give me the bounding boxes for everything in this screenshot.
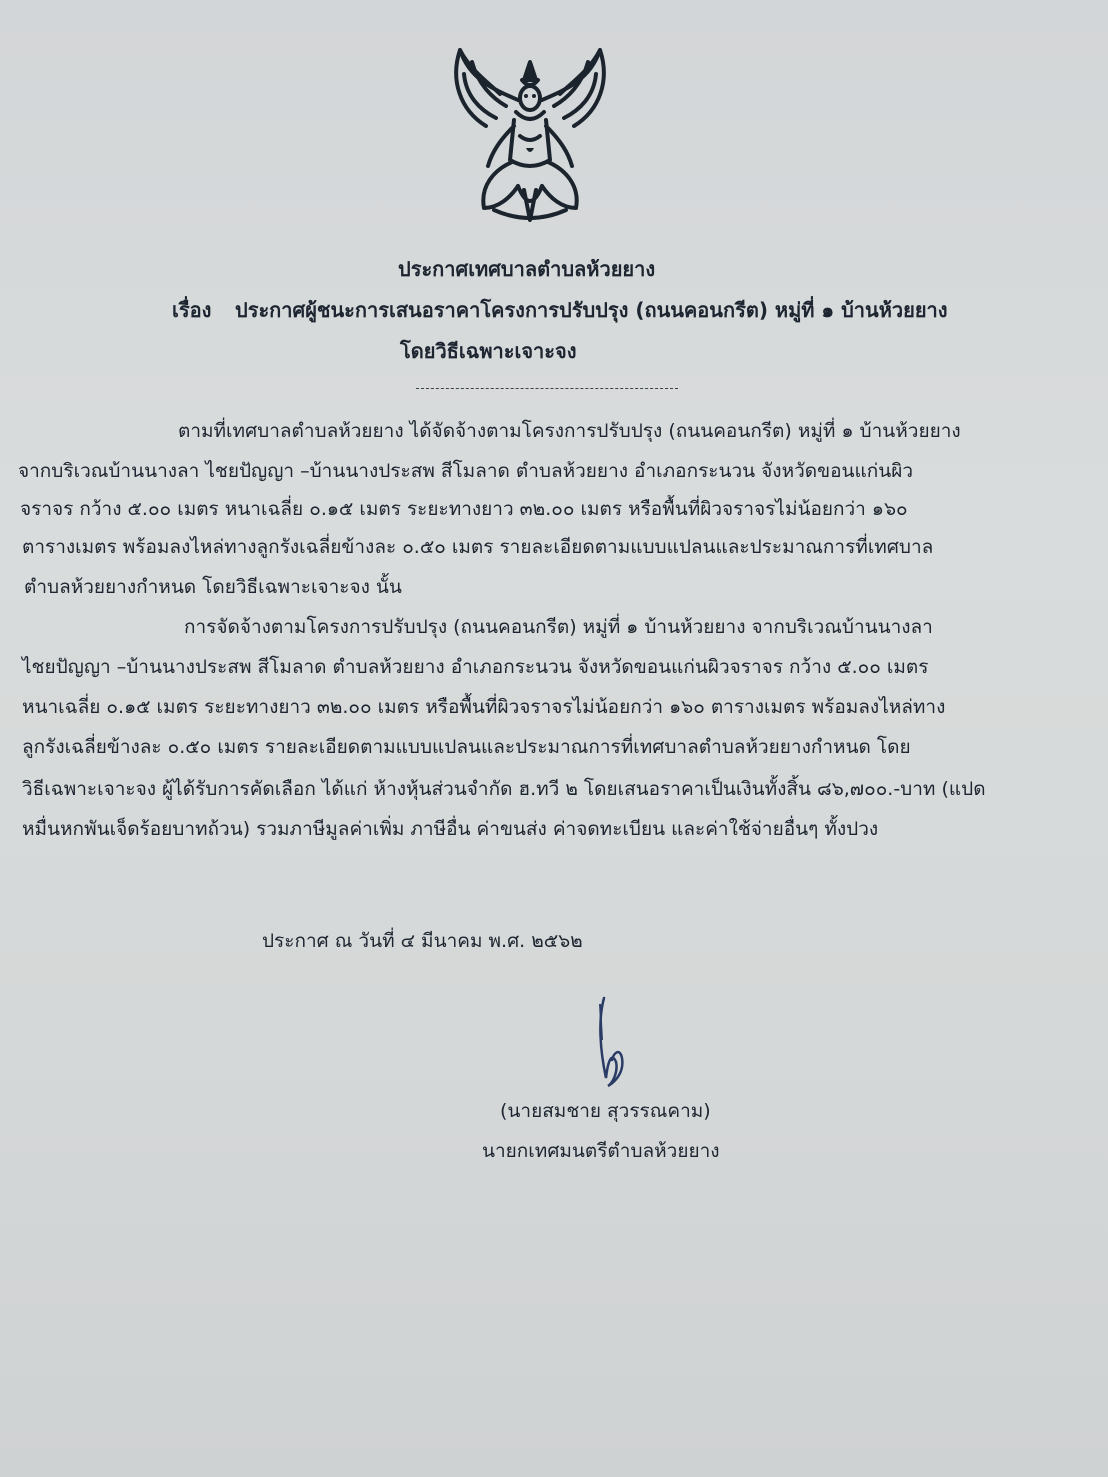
- para1-line: ตามที่เทศบาลตำบลห้วยยาง ได้จัดจ้างตามโครงการปรับปรุง (ถนนคอนกรีต) หมู่ที่ ๑ บ้านห้วยยาง: [178, 420, 961, 442]
- para1-line: จราจร กว้าง ๕.๐๐ เมตร หนาเฉลี่ย ๐.๑๕ เมตร ระยะทางยาว ๓๒.๐๐ เมตร หรือพื้นที่ผิวจราจรไม่น้อยกว่า ๑๖๐: [20, 498, 908, 520]
- document-title: ประกาศเทศบาลตำบลห้วยยาง: [398, 257, 656, 281]
- para1-line: ตำบลห้วยยางกำหนด โดยวิธีเฉพาะเจาะจง นั้น: [24, 576, 402, 598]
- para2-line: ลูกรังเฉลี่ยข้างละ ๐.๕๐ เมตร รายละเอียดตามแบบแปลนและประมาณการที่เทศบาลตำบลห้วยยางกำหนด โดย: [22, 736, 911, 758]
- signatory-position: นายกเทศมนตรีตำบลห้วยยาง: [482, 1140, 720, 1162]
- para1-line: ตารางเมตร พร้อมลงไหล่ทางลูกรังเฉลี่ยข้างละ ๐.๕๐ เมตร รายละเอียดตามแบบแปลนและประมาณการที่เทศบาล: [22, 536, 934, 558]
- para2-line: การจัดจ้างตามโครงการปรับปรุง (ถนนคอนกรีต) หมู่ที่ ๑ บ้านห้วยยาง จากบริเวณบ้านนางลา: [184, 616, 933, 638]
- para2-line: หมื่นหกพันเจ็ดร้อยบาทถ้วน) รวมภาษีมูลค่าเพิ่ม ภาษีอื่น ค่าขนส่ง ค่าจดทะเบียน และค่าใช้จ่ายอื่นๆ ทั้งปวง: [22, 818, 879, 840]
- subject-text: ประกาศผู้ชนะการเสนอราคาโครงการปรับปรุง (ถนนคอนกรีต) หมู่ที่ ๑ บ้านห้วยยาง: [235, 298, 948, 322]
- para2-line: ไชยปัญญา –บ้านนางประสพ สีโมลาด ตำบลห้วยยาง อำเภอกระนวน จังหวัดขอนแก่นผิวจราจร กว้าง ๕.๐๐ เมตร: [22, 656, 929, 678]
- para1-line: จากบริเวณบ้านนางลา ไชยปัญญา –บ้านนางประสพ สีโมลาด ตำบลห้วยยาง อำเภอกระนวน จังหวัดขอนแก่นผิว: [18, 460, 914, 482]
- subject-label: เรื่อง: [172, 298, 212, 322]
- separator-line: [416, 388, 678, 389]
- para2-line: วิธีเฉพาะเจาะจง ผู้ได้รับการคัดเลือก ได้แก่ ห้างหุ้นส่วนจำกัด ฮ.ทวี ๒ โดยเสนอราคาเป็นเงินทั้งสิ้น ๘๖,๗๐๐.-บาท (แปด: [22, 778, 986, 800]
- announcement-date: ประกาศ ณ วันที่ ๔ มีนาคม พ.ศ. ๒๕๖๒: [262, 930, 583, 952]
- signatory-name: (นายสมชาย สุวรรณคาม): [500, 1100, 711, 1122]
- procurement-method: โดยวิธีเฉพาะเจาะจง: [400, 339, 577, 363]
- garuda-emblem-icon: [440, 40, 620, 230]
- signature-icon: [588, 990, 638, 1090]
- para2-line: หนาเฉลี่ย ๐.๑๕ เมตร ระยะทางยาว ๓๒.๐๐ เมตร หรือพื้นที่ผิวจราจรไม่น้อยกว่า ๑๖๐ ตารางเมตร พร้อมลงไหล่ทาง: [22, 696, 946, 718]
